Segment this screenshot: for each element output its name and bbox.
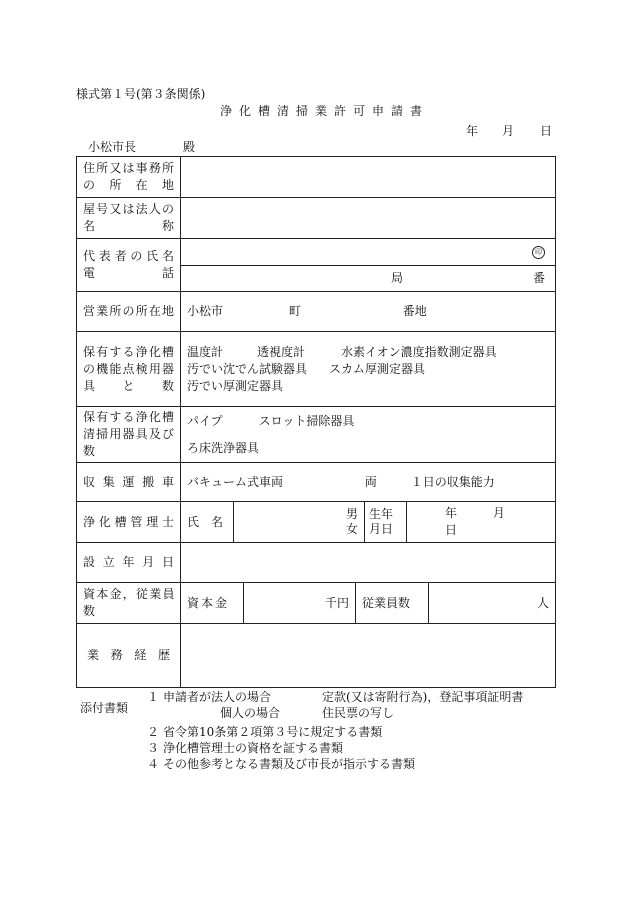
row-cleaning-equipment bbox=[77, 407, 556, 463]
manager-label: 浄化槽管理士 bbox=[83, 514, 174, 529]
attachment-1-corporate-docs: 定款(又は寄附行為)，登記事項証明書 bbox=[322, 690, 524, 704]
female-label: 女 bbox=[345, 522, 358, 536]
manager-name-label: 氏 名 bbox=[181, 502, 234, 542]
collection-vehicle-label: 収集運搬車 bbox=[83, 474, 174, 489]
capital-unit: 千円 bbox=[324, 595, 349, 610]
equip-slot-cleaner: スロット掃除器具 bbox=[258, 413, 355, 428]
birth-label-2: 月日 bbox=[369, 522, 394, 536]
capital-amount-label: 資本金 bbox=[181, 583, 244, 623]
phone-office-label: 局 bbox=[391, 271, 404, 285]
representative-label-1: 代表者の氏名 bbox=[83, 249, 174, 263]
equip-sludge-settling: 汚でい沈でん試験器具 bbox=[187, 361, 308, 376]
history-field[interactable] bbox=[181, 624, 556, 688]
inspection-label-2: の機能点検用器 bbox=[83, 361, 174, 376]
representative-name-field[interactable] bbox=[181, 239, 555, 266]
equip-ph-meter: 水素イオン濃度指数測定器具 bbox=[341, 344, 497, 359]
city-label: 小松市 bbox=[187, 304, 224, 318]
inspection-label-3: 具と数 bbox=[83, 378, 174, 393]
attachment-3-text: 浄化槽管理士の資格を証する書類 bbox=[163, 741, 344, 755]
employees-label: 従業員数 bbox=[356, 583, 429, 623]
attachment-2-num: ２ bbox=[147, 725, 160, 739]
row-trade-name bbox=[77, 198, 556, 239]
birth-month-label: 月 bbox=[492, 506, 505, 520]
birth-date-field[interactable] bbox=[407, 502, 556, 542]
birth-year-label: 年 bbox=[445, 506, 458, 520]
business-location-field[interactable] bbox=[181, 292, 556, 332]
equip-sludge-thickness: 汚でい厚測定器具 bbox=[187, 378, 284, 393]
collection-vehicle-field[interactable] bbox=[181, 463, 556, 502]
lot-label: 番地 bbox=[402, 304, 427, 318]
equip-filter-bed-cleaner: ろ床洗浄器具 bbox=[187, 440, 260, 455]
vehicle-unit: 両 bbox=[364, 474, 377, 489]
cleaning-label-1: 保有する浄化槽 bbox=[83, 410, 174, 424]
attachment-4-num: ４ bbox=[147, 757, 160, 771]
manager-name-field[interactable] bbox=[234, 502, 365, 542]
equip-pipe: パイプ bbox=[187, 413, 223, 428]
honorific: 殿 bbox=[183, 140, 196, 154]
established-label: 設立年月日 bbox=[83, 555, 174, 569]
history-label: 業務経歴 bbox=[87, 648, 170, 662]
inspection-label-1: 保有する浄化槽 bbox=[83, 344, 174, 359]
capital-amount-field[interactable] bbox=[244, 583, 356, 623]
employees-unit: 人 bbox=[536, 595, 549, 610]
daily-capacity-label: １日の収集能力 bbox=[410, 474, 495, 489]
cleaning-label-2: 清掃用器具及び bbox=[83, 427, 174, 441]
seal-mark-icon: 印 bbox=[532, 246, 545, 259]
row-manager bbox=[77, 502, 556, 543]
attachments-label: 添付書類 bbox=[80, 701, 129, 715]
row-address bbox=[77, 157, 556, 198]
established-field[interactable] bbox=[181, 543, 556, 583]
attachment-3-num: ３ bbox=[147, 741, 160, 755]
address-field[interactable] bbox=[181, 157, 556, 198]
attachment-1-corporate: 申請者が法人の場合 bbox=[163, 690, 272, 704]
phone-field[interactable] bbox=[181, 266, 555, 291]
employees-field[interactable] bbox=[429, 583, 556, 623]
equip-scum-thickness: スカム厚測定器具 bbox=[329, 361, 426, 376]
attachment-1-num: １ bbox=[147, 690, 160, 704]
vehicle-type: バキューム式車両 bbox=[187, 474, 284, 489]
birth-label-1: 生年 bbox=[369, 507, 394, 521]
attachment-2-text: 省令第10条第２項第３号に規定する書類 bbox=[163, 725, 383, 739]
date-year-label: 年 bbox=[466, 124, 479, 138]
trade-name-field[interactable] bbox=[181, 198, 556, 239]
date-month-label: 月 bbox=[502, 124, 515, 138]
row-history bbox=[77, 624, 556, 688]
attachment-1-individual-docs: 住民票の写し bbox=[322, 706, 395, 720]
row-business-location bbox=[77, 292, 556, 332]
cleaning-equipment-field[interactable] bbox=[181, 407, 556, 463]
row-representative bbox=[77, 239, 556, 292]
town-label: 町 bbox=[288, 304, 301, 318]
equip-transparency-meter: 透視度計 bbox=[257, 344, 306, 359]
row-collection-vehicle bbox=[77, 463, 556, 502]
cleaning-label-3: 数 bbox=[83, 444, 96, 458]
male-label: 男 bbox=[345, 507, 358, 521]
equip-thermometer: 温度計 bbox=[187, 344, 224, 359]
row-inspection-equipment bbox=[77, 332, 556, 407]
phone-label: 電 話 bbox=[83, 266, 174, 280]
phone-number-label: 番 bbox=[532, 271, 545, 285]
application-form-table bbox=[76, 156, 556, 688]
form-number: 様式第１号(第３条関係) bbox=[76, 87, 206, 101]
page-title: 浄化槽清掃業許可申請書 bbox=[220, 104, 430, 118]
business-location-label: 営業所の所在地 bbox=[83, 304, 174, 318]
row-capital bbox=[77, 583, 556, 624]
row-established bbox=[77, 543, 556, 583]
addressee: 小松市長 bbox=[88, 140, 137, 154]
trade-name-label-1: 屋号又は法人の bbox=[83, 202, 174, 216]
attachment-1-individual: 個人の場合 bbox=[220, 706, 281, 720]
inspection-equipment-field[interactable] bbox=[181, 332, 556, 407]
address-label-2: の 所 在 地 bbox=[83, 178, 174, 192]
birth-day-label: 日 bbox=[445, 523, 458, 537]
date-day-label: 日 bbox=[540, 124, 553, 138]
trade-name-label-2: 名 称 bbox=[83, 219, 174, 233]
capital-employees-label: 資本金，従業員数 bbox=[83, 587, 174, 618]
address-label-1: 住所又は事務所 bbox=[83, 161, 174, 175]
attachment-4-text: その他参考となる書類及び市長が指示する書類 bbox=[163, 757, 416, 771]
